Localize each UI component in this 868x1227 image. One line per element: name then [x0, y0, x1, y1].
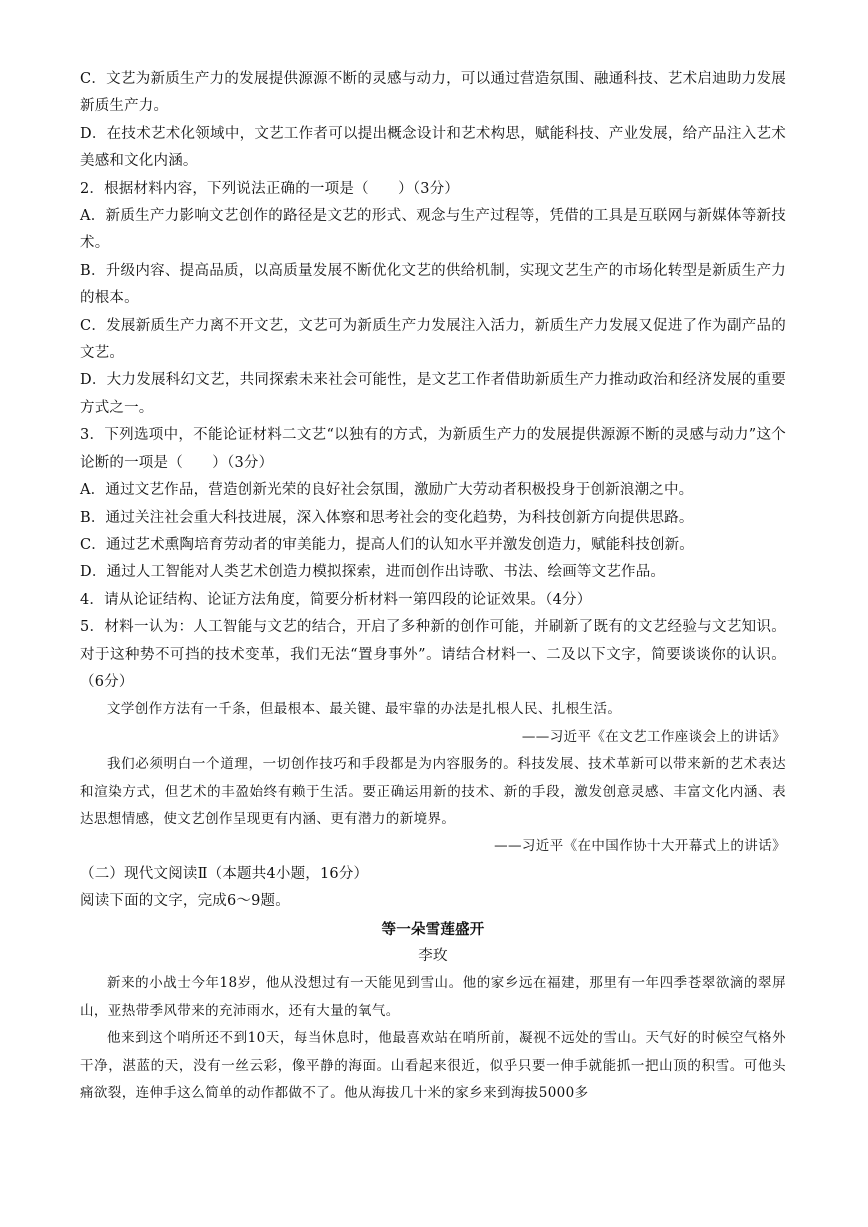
q3-option-c: C．通过艺术熏陶培育劳动者的审美能力，提高人们的认知水平并激发创造力，赋能科技创新。 — [80, 536, 694, 553]
q2-option-c: C．发展新质生产力离不开文艺，文艺可为新质生产力发展注入活力，新质生产力发展又促进了作为副产品的文艺。 — [80, 317, 786, 362]
q4-stem: 4．请从论证结构、论证方法角度，简要分析材料一第四段的论证效果。（4分） — [80, 591, 592, 608]
article-title: 等一朵雪莲盛开 — [381, 920, 485, 938]
q5-quote-2: 我们必须明白一个道理，一切创作技巧和手段都是为内容服务的。科技发展、技术革新可以带来新的艺术表达和渲染方式，但艺术的丰盈始终有赖于生活。要正确运用新的技术、新的手段，激发创意灵感、丰富文化内涵、表达思想情感，使文艺创作呈现更有内涵、更有潜力的新境界。 — [80, 756, 786, 827]
q3-option-b: B．通过关注社会重大科技进展，深入体察和思考社会的变化趋势，为科技创新方向提供思路。 — [80, 509, 694, 526]
q2-stem: 2．根据材料内容，下列说法正确的一项是（ ）（3分） — [80, 180, 460, 197]
q3-stem: 3．下列选项中，不能论证材料二文艺“以独有的方式，为新质生产力的发展提供源源不断的灵感与动力”这个论断的一项是（ ）（3分） — [80, 427, 786, 471]
exam-page — [80, 66, 786, 1107]
q5-quote-1: 文学创作方法有一千条，但最根本、最关键、最牢靠的办法是扎根人民、扎根生活。 — [107, 701, 622, 718]
section-heading: （二）现代文阅读Ⅱ（本题共4小题，16分） — [80, 865, 369, 882]
article-paragraph-2: 他来到这个哨所还不到10天，每当休息时，他最喜欢站在哨所前，凝视不远处的雪山。天气好的时候空气格外干净，湛蓝的天，没有一丝云彩，像平静的海面。山看起来很近，似乎只要一伸手就能抓一把山顶的积雪。可他头痛欲裂，连伸手这么简单的动作都做不了。他从海拔几十米的家乡来到海拔5000多 — [80, 1030, 786, 1102]
q2-option-b: B．升级内容、提高品质，以高质量发展不断优化文艺的供给机制，实现文艺生产的市场化转型是新质生产力的根本。 — [80, 262, 786, 307]
q3-option-d: D．通过人工智能对人类艺术创造力模拟探索，进而创作出诗歌、书法、绘画等文艺作品。 — [80, 564, 666, 581]
q2-option-d: D．大力发展科幻文艺，共同探索未来社会可能性，是文艺工作者借助新质生产力推动政治和经济发展的重要方式之一。 — [80, 372, 786, 416]
article-paragraph-1: 新来的小战士今年18岁，他从没想过有一天能见到雪山。他的家乡远在福建，那里有一年四季苍翠欲滴的翠屏山，亚热带季风带来的充沛雨水，还有大量的氧气。 — [80, 975, 786, 1019]
q2-option-a: A．新质生产力影响文艺创作的路径是文艺的形式、观念与生产过程等，凭借的工具是互联网与新媒体等新技术。 — [80, 208, 786, 252]
q1-option-c: C．文艺为新质生产力的发展提供源源不断的灵感与动力，可以通过营造氛围、融通科技、艺术启迪助力发展新质生产力。 — [80, 71, 786, 115]
q3-option-a: A．通过文艺作品，营造创新光荣的良好社会氛围，激励广大劳动者积极投身于创新浪潮之中。 — [80, 482, 694, 499]
q1-option-d: D．在技术艺术化领域中，文艺工作者可以提出概念设计和艺术构思，赋能科技、产业发展，给产品注入艺术美感和文化内涵。 — [80, 125, 786, 170]
q5-quote-1-source: ——习近平《在文艺工作座谈会上的讲话》 — [521, 728, 786, 745]
q5-quote-2-source: ——习近平《在中国作协十大开幕式上的讲话》 — [494, 838, 786, 855]
reading-instruction: 阅读下面的文字，完成6～9题。 — [80, 893, 290, 910]
q5-stem: 5．材料一认为：人工智能与文艺的结合，开启了多种新的创作可能，并刷新了既有的文艺经验与文艺知识。对于这种势不可挡的技术变革，我们无法“置身事外”。请结合材料一、二及以下文字，简要谈谈你的认识。（6分） — [80, 619, 786, 690]
article-author: 李玫 — [418, 948, 448, 964]
